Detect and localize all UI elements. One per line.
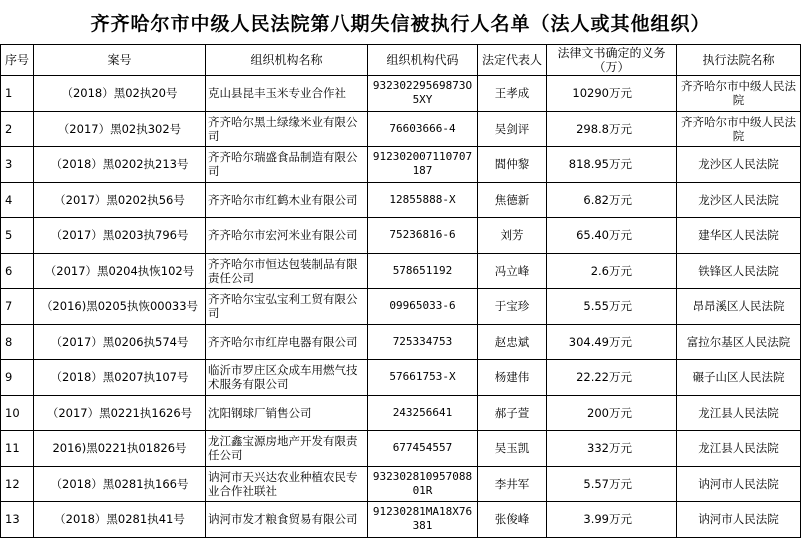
header-duty: 法律文书确定的义务（万） [547, 45, 677, 76]
cell-duty: 10290万元 [547, 76, 677, 112]
cell-duty: 5.57万元 [547, 466, 677, 502]
table-row [1, 253, 801, 289]
cell-duty: 2.6万元 [547, 253, 677, 289]
cell-duty: 332万元 [547, 431, 677, 467]
cell-case: （2018）黑02执20号 [34, 76, 206, 112]
cell-case: （2017）黑0202执56号 [34, 182, 206, 218]
cell-rep: 王孝成 [478, 76, 547, 112]
cell-code: 93230229569873O5XY [368, 76, 478, 112]
cell-court: 齐齐哈尔市中级人民法院 [677, 76, 801, 112]
cell-no: 1 [1, 76, 34, 112]
cell-org: 齐齐哈尔黑土绿缘米业有限公司 [206, 111, 368, 147]
cell-rep: 李井军 [478, 466, 547, 502]
cell-org: 讷河市天兴达农业种植农民专业合作社联社 [206, 466, 368, 502]
header-code: 组织机构代码 [368, 45, 478, 76]
table-row [1, 395, 801, 431]
cell-case: （2017）黑02执302号 [34, 111, 206, 147]
dishonest-list-table [0, 44, 801, 538]
cell-org: 龙江鑫宝源房地产开发有限责任公司 [206, 431, 368, 467]
cell-duty: 22.22万元 [547, 360, 677, 396]
cell-duty: 6.82万元 [547, 182, 677, 218]
cell-rep: 吴剑评 [478, 111, 547, 147]
cell-org: 临沂市罗庄区众成车用燃气技术服务有限公司 [206, 360, 368, 396]
cell-court: 昂昂溪区人民法院 [677, 289, 801, 325]
cell-court: 铁锋区人民法院 [677, 253, 801, 289]
cell-case: （2018）黑0281执41号 [34, 502, 206, 538]
cell-court: 龙沙区人民法院 [677, 147, 801, 183]
page-title: 齐齐哈尔市中级人民法院第八期失信被执行人名单（法人或其他组织） [90, 12, 711, 35]
cell-no: 3 [1, 147, 34, 183]
cell-case: （2018）黑0281执166号 [34, 466, 206, 502]
header-rep: 法定代表人 [478, 45, 547, 76]
cell-court: 讷河市人民法院 [677, 466, 801, 502]
table-row [1, 360, 801, 396]
cell-rep: 赵忠斌 [478, 324, 547, 360]
cell-org: 齐齐哈尔市恒达包装制品有限责任公司 [206, 253, 368, 289]
table-row [1, 289, 801, 325]
cell-no: 9 [1, 360, 34, 396]
cell-no: 10 [1, 395, 34, 431]
cell-court: 龙江县人民法院 [677, 431, 801, 467]
cell-duty: 3.99万元 [547, 502, 677, 538]
cell-no: 6 [1, 253, 34, 289]
cell-court: 龙江县人民法院 [677, 395, 801, 431]
table-row [1, 111, 801, 147]
cell-court: 齐齐哈尔市中级人民法院 [677, 111, 801, 147]
cell-code: 75236816-6 [368, 218, 478, 254]
cell-code: 243256641 [368, 395, 478, 431]
cell-code: 91230281MA18X76381 [368, 502, 478, 538]
cell-no: 12 [1, 466, 34, 502]
table-row [1, 76, 801, 112]
table-row [1, 182, 801, 218]
cell-case: （2018）黑0207执107号 [34, 360, 206, 396]
cell-no: 4 [1, 182, 34, 218]
cell-duty: 304.49万元 [547, 324, 677, 360]
header-org: 组织机构名称 [206, 45, 368, 76]
cell-rep: 焦德新 [478, 182, 547, 218]
table-row [1, 324, 801, 360]
cell-code: 93230281095708801R [368, 466, 478, 502]
cell-case: （2018）黑0202执213号 [34, 147, 206, 183]
table-row [1, 431, 801, 467]
cell-code: 912302007110707187 [368, 147, 478, 183]
cell-code: 677454557 [368, 431, 478, 467]
table-row [1, 502, 801, 538]
cell-code: 578651192 [368, 253, 478, 289]
cell-code: 725334753 [368, 324, 478, 360]
cell-rep: 閻仲黎 [478, 147, 547, 183]
cell-court: 龙沙区人民法院 [677, 182, 801, 218]
cell-org: 齐齐哈尔市红岸电器有限公司 [206, 324, 368, 360]
cell-code: 12855888-X [368, 182, 478, 218]
cell-court: 讷河市人民法院 [677, 502, 801, 538]
cell-rep: 吴玉凯 [478, 431, 547, 467]
cell-no: 11 [1, 431, 34, 467]
header-no: 序号 [1, 45, 34, 76]
cell-no: 8 [1, 324, 34, 360]
cell-case: （2017）黑0206执574号 [34, 324, 206, 360]
cell-duty: 200万元 [547, 395, 677, 431]
cell-rep: 冯立峰 [478, 253, 547, 289]
header-case: 案号 [34, 45, 206, 76]
cell-duty: 298.8万元 [547, 111, 677, 147]
cell-duty: 818.95万元 [547, 147, 677, 183]
cell-case: （2017）黑0204执恢102号 [34, 253, 206, 289]
cell-code: 76603666-4 [368, 111, 478, 147]
cell-code: 57661753-X [368, 360, 478, 396]
cell-rep: 杨建伟 [478, 360, 547, 396]
cell-court: 碾子山区人民法院 [677, 360, 801, 396]
cell-duty: 65.40万元 [547, 218, 677, 254]
cell-no: 13 [1, 502, 34, 538]
cell-court: 富拉尔基区人民法院 [677, 324, 801, 360]
cell-org: 齐齐哈尔市宏河米业有限公司 [206, 218, 368, 254]
cell-rep: 张俊峰 [478, 502, 547, 538]
cell-rep: 刘芳 [478, 218, 547, 254]
cell-org: 沈阳钢球厂销售公司 [206, 395, 368, 431]
cell-org: 齐齐哈尔宝弘宝利工贸有限公司 [206, 289, 368, 325]
cell-case: 2016)黑0221执01826号 [34, 431, 206, 467]
cell-org: 讷河市发才粮食贸易有限公司 [206, 502, 368, 538]
table-row [1, 218, 801, 254]
cell-case: （2016)黑0205执恢00033号 [34, 289, 206, 325]
cell-no: 5 [1, 218, 34, 254]
cell-org: 克山县昆丰玉米专业合作社 [206, 76, 368, 112]
header-court: 执行法院名称 [677, 45, 801, 76]
cell-rep: 郝子萱 [478, 395, 547, 431]
cell-no: 7 [1, 289, 34, 325]
table-header-row [1, 45, 801, 76]
cell-no: 2 [1, 111, 34, 147]
cell-duty: 5.55万元 [547, 289, 677, 325]
cell-court: 建华区人民法院 [677, 218, 801, 254]
cell-org: 齐齐哈尔瑞盛食品制造有限公司 [206, 147, 368, 183]
table-row [1, 147, 801, 183]
cell-case: （2017）黑0221执1626号 [34, 395, 206, 431]
cell-code: 09965033-6 [368, 289, 478, 325]
cell-case: （2017）黑0203执796号 [34, 218, 206, 254]
cell-org: 齐齐哈尔市红鹤木业有限公司 [206, 182, 368, 218]
table-row [1, 466, 801, 502]
cell-rep: 于宝珍 [478, 289, 547, 325]
